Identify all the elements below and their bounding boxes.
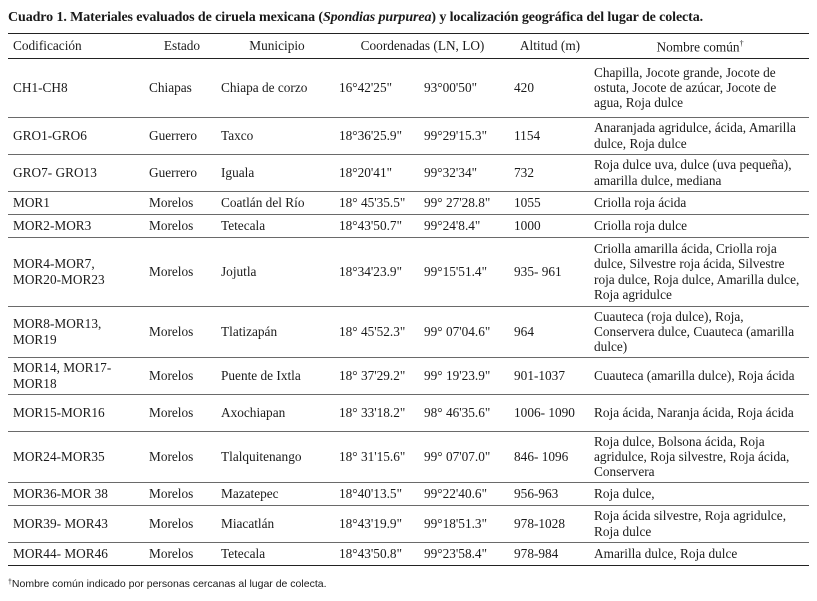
cell-estado: Guerrero — [146, 154, 218, 191]
cell-codificacion: MOR2-MOR3 — [8, 214, 146, 237]
table-caption — [8, 10, 703, 26]
cell-nombre-comun: Chapilla, Jocote grande, Jocote de ostuta, Jocote de azúcar, Jocote de agua, Roja dulce — [591, 58, 809, 117]
cell-nombre-comun: Criolla amarilla ácida, Criolla roja dulce, Silvestre roja ácida, Silvestre roja dulce, Roja dulce, Amarilla dulce, Roja agridulce — [591, 237, 809, 306]
cell-latitud: 18° 33'18.2" — [336, 394, 421, 431]
cell-nombre-comun: Roja dulce, Bolsona ácida, Roja agridulce, Roja silvestre, Roja ácida, Conservera — [591, 431, 809, 482]
cell-longitud: 99°23'58.4" — [421, 542, 509, 565]
header-codificacion: Codificación — [8, 34, 146, 59]
cell-estado: Morelos — [146, 431, 218, 482]
caption-label: Cuadro 1. — [8, 10, 67, 25]
cell-estado: Morelos — [146, 357, 218, 394]
cell-altitud: 732 — [509, 154, 591, 191]
header-nombre-comun-text: Nombre común — [656, 39, 740, 55]
table-row — [8, 306, 809, 357]
cell-latitud: 18°43'50.8" — [336, 542, 421, 565]
cell-estado: Morelos — [146, 306, 218, 357]
cell-longitud: 99°18'51.3" — [421, 505, 509, 542]
cell-estado: Morelos — [146, 482, 218, 505]
cell-estado: Morelos — [146, 394, 218, 431]
cell-nombre-comun: Roja dulce, — [591, 482, 809, 505]
cell-latitud: 18°40'13.5" — [336, 482, 421, 505]
cell-estado: Morelos — [146, 214, 218, 237]
table-row — [8, 542, 809, 565]
cell-codificacion: MOR36-MOR 38 — [8, 482, 146, 505]
cell-latitud: 18°43'50.7" — [336, 214, 421, 237]
cell-nombre-comun: Roja ácida, Naranja ácida, Roja ácida — [591, 394, 809, 431]
header-estado: Estado — [146, 34, 218, 59]
cell-municipio: Axochiapan — [218, 394, 336, 431]
cell-altitud: 978-984 — [509, 542, 591, 565]
cell-municipio: Tetecala — [218, 214, 336, 237]
cell-municipio: Chiapa de corzo — [218, 58, 336, 117]
cell-estado: Morelos — [146, 191, 218, 214]
cell-codificacion: GRO7- GRO13 — [8, 154, 146, 191]
cell-estado: Guerrero — [146, 117, 218, 154]
cell-latitud: 18°36'25.9" — [336, 117, 421, 154]
header-coordenadas: Coordenadas (LN, LO) — [336, 34, 509, 59]
table-row — [8, 117, 809, 154]
cell-longitud: 99°22'40.6" — [421, 482, 509, 505]
cell-codificacion: CH1-CH8 — [8, 58, 146, 117]
table-footnote — [8, 578, 327, 590]
header-altitud: Altitud (m) — [509, 34, 591, 59]
cell-codificacion: MOR24-MOR35 — [8, 431, 146, 482]
cell-estado: Morelos — [146, 542, 218, 565]
cell-nombre-comun: Anaranjada agridulce, ácida, Amarilla dulce, Roja dulce — [591, 117, 809, 154]
table-row — [8, 237, 809, 306]
caption-text-before: Materiales evaluados de ciruela mexicana ( — [70, 10, 323, 25]
cell-municipio: Tlalquitenango — [218, 431, 336, 482]
cell-altitud: 935- 961 — [509, 237, 591, 306]
cell-longitud: 99°15'51.4" — [421, 237, 509, 306]
table-row — [8, 505, 809, 542]
cell-latitud: 18°34'23.9" — [336, 237, 421, 306]
cell-municipio: Tlatizapán — [218, 306, 336, 357]
table-row — [8, 357, 809, 394]
cell-estado: Chiapas — [146, 58, 218, 117]
cell-altitud: 1006- 1090 — [509, 394, 591, 431]
cell-longitud: 99°29'15.3" — [421, 117, 509, 154]
cell-municipio: Taxco — [218, 117, 336, 154]
table-row — [8, 154, 809, 191]
cell-nombre-comun: Criolla roja dulce — [591, 214, 809, 237]
materials-table — [8, 33, 809, 566]
cell-latitud: 16°42'25" — [336, 58, 421, 117]
cell-nombre-comun: Cuauteca (amarilla dulce), Roja ácida — [591, 357, 809, 394]
cell-codificacion: MOR15-MOR16 — [8, 394, 146, 431]
table-row — [8, 214, 809, 237]
cell-codificacion: MOR8-MOR13, MOR19 — [8, 306, 146, 357]
cell-estado: Morelos — [146, 505, 218, 542]
cell-municipio: Coatlán del Río — [218, 191, 336, 214]
cell-codificacion: MOR44- MOR46 — [8, 542, 146, 565]
table-row — [8, 482, 809, 505]
footnote-text: Nombre común indicado por personas cercanas al lugar de colecta. — [11, 578, 327, 590]
caption-text-after: ) y localización geográfica del lugar de colecta. — [431, 10, 704, 25]
header-row — [8, 34, 809, 59]
cell-municipio: Puente de Ixtla — [218, 357, 336, 394]
cell-altitud: 1154 — [509, 117, 591, 154]
cell-nombre-comun: Roja dulce uva, dulce (uva pequeña), amarilla dulce, mediana — [591, 154, 809, 191]
cell-longitud: 99° 07'07.0" — [421, 431, 509, 482]
cell-municipio: Jojutla — [218, 237, 336, 306]
cell-nombre-comun: Roja ácida silvestre, Roja agridulce, Roja dulce — [591, 505, 809, 542]
cell-codificacion: MOR14, MOR17- MOR18 — [8, 357, 146, 394]
cell-latitud: 18° 45'35.5" — [336, 191, 421, 214]
cell-codificacion: MOR1 — [8, 191, 146, 214]
cell-longitud: 99° 19'23.9" — [421, 357, 509, 394]
cell-longitud: 99° 07'04.6" — [421, 306, 509, 357]
cell-codificacion: GRO1-GRO6 — [8, 117, 146, 154]
cell-municipio: Iguala — [218, 154, 336, 191]
cell-altitud: 956-963 — [509, 482, 591, 505]
cell-longitud: 98° 46'35.6" — [421, 394, 509, 431]
table-row — [8, 191, 809, 214]
table-row — [8, 58, 809, 117]
cell-altitud: 1055 — [509, 191, 591, 214]
cell-codificacion: MOR4-MOR7, MOR20-MOR23 — [8, 237, 146, 306]
cell-altitud: 420 — [509, 58, 591, 117]
cell-longitud: 99°24'8.4" — [421, 214, 509, 237]
cell-nombre-comun: Amarilla dulce, Roja dulce — [591, 542, 809, 565]
table-row — [8, 394, 809, 431]
cell-municipio: Tetecala — [218, 542, 336, 565]
caption-species: Spondias purpurea — [322, 10, 432, 25]
header-nombre-comun — [591, 34, 809, 59]
footnote-dagger-mark: † — [8, 579, 12, 586]
cell-altitud: 846- 1096 — [509, 431, 591, 482]
header-dagger-mark: † — [739, 39, 744, 48]
cell-latitud: 18°43'19.9" — [336, 505, 421, 542]
cell-nombre-comun: Criolla roja ácida — [591, 191, 809, 214]
cell-altitud: 1000 — [509, 214, 591, 237]
cell-municipio: Miacatlán — [218, 505, 336, 542]
header-municipio: Municipio — [218, 34, 336, 59]
cell-latitud: 18°20'41" — [336, 154, 421, 191]
cell-longitud: 93°00'50" — [421, 58, 509, 117]
cell-estado: Morelos — [146, 237, 218, 306]
cell-altitud: 901-1037 — [509, 357, 591, 394]
cell-nombre-comun: Cuauteca (roja dulce), Roja, Conservera dulce, Cuauteca (amarilla dulce) — [591, 306, 809, 357]
table-row — [8, 431, 809, 482]
cell-municipio: Mazatepec — [218, 482, 336, 505]
cell-longitud: 99°32'34" — [421, 154, 509, 191]
cell-latitud: 18° 37'29.2" — [336, 357, 421, 394]
cell-longitud: 99° 27'28.8" — [421, 191, 509, 214]
cell-altitud: 964 — [509, 306, 591, 357]
cell-codificacion: MOR39- MOR43 — [8, 505, 146, 542]
cell-latitud: 18° 45'52.3" — [336, 306, 421, 357]
cell-altitud: 978-1028 — [509, 505, 591, 542]
cell-latitud: 18° 31'15.6" — [336, 431, 421, 482]
